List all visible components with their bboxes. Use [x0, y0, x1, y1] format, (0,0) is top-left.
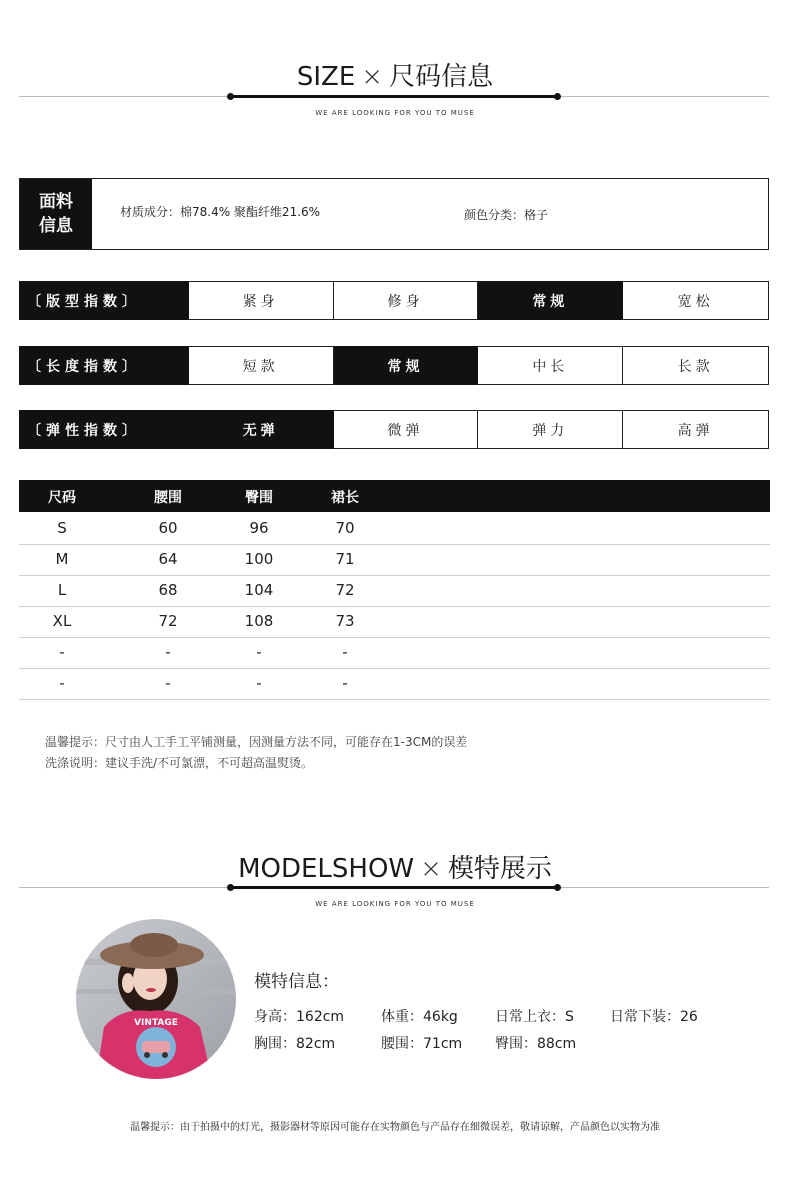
cell-size: S	[57, 519, 67, 537]
divider-dot-left	[227, 884, 234, 891]
elastic-option-high: 高弹	[623, 410, 769, 449]
cell-size: XL	[52, 612, 72, 630]
cell-length: 70	[335, 519, 355, 537]
table-row	[19, 606, 770, 638]
cell-size: -	[59, 643, 65, 661]
color-disclaimer: 温馨提示：由于拍摄中的灯光，摄影器材等原因可能存在实物颜色与产品存在细微误差，敬请谅解，产品颜色以实物为准	[130, 1122, 660, 1133]
cell-waist: 68	[158, 581, 178, 599]
cell-waist: -	[165, 674, 171, 692]
length-index-head: 〔长度指数〕	[19, 346, 189, 385]
model-title-cn: 模特展示	[447, 854, 552, 884]
cell-waist: -	[165, 643, 171, 661]
divider-dot-right	[554, 93, 561, 100]
cell-waist: 64	[158, 550, 178, 568]
model-section-title	[0, 848, 790, 885]
header-length: 裙长	[331, 490, 359, 506]
fabric-info-box	[19, 178, 769, 250]
cell-hip: 96	[249, 519, 269, 537]
fit-index-head: 〔版型指数〕	[19, 281, 189, 320]
model-waist: 腰围：71cm	[381, 1036, 463, 1052]
cell-size: -	[59, 674, 65, 692]
fabric-label-line2: 信息	[39, 216, 73, 236]
cell-size: L	[57, 581, 67, 599]
size-subtitle: WE ARE LOOKING FOR YOU TO MUSE	[315, 109, 475, 117]
model-weight: 体重：46kg	[381, 1009, 458, 1025]
model-bust: 胸围：82cm	[254, 1036, 336, 1052]
title-separator: ×	[361, 62, 384, 92]
cell-hip: 100	[244, 550, 274, 568]
cell-length: 73	[335, 612, 355, 630]
fabric-label-line1: 面料	[39, 192, 73, 212]
length-option-short: 短款	[189, 346, 334, 385]
model-illustration	[76, 919, 236, 1079]
table-row	[19, 513, 770, 545]
model-top-size: 日常上衣：S	[495, 1009, 574, 1025]
model-bottom-size: 日常下装：26	[610, 1009, 698, 1025]
shirt-print-text: VINTAGE	[134, 1018, 178, 1028]
length-option-regular: 常规	[334, 346, 479, 385]
elastic-option-stretch: 弹力	[478, 410, 623, 449]
cell-length: 72	[335, 581, 355, 599]
divider-dot-left	[227, 93, 234, 100]
model-hip: 臀围：88cm	[495, 1036, 577, 1052]
table-row	[19, 668, 770, 700]
size-title-cn: 尺码信息	[389, 62, 494, 92]
table-row	[19, 575, 770, 607]
cell-hip: -	[256, 674, 262, 692]
fabric-material: 材质成分：棉78.4% 聚酯纤维21.6%	[120, 205, 321, 219]
size-table-header	[19, 480, 770, 512]
cell-length: 71	[335, 550, 355, 568]
elastic-index-head: 〔弹性指数〕	[19, 410, 189, 449]
divider-accent	[230, 95, 558, 98]
fit-option-regular: 常规	[478, 281, 623, 320]
table-row	[19, 637, 770, 669]
cell-waist: 72	[158, 612, 178, 630]
size-section-title	[0, 56, 790, 93]
header-hip: 臀围	[245, 490, 273, 506]
header-size: 尺码	[48, 490, 76, 506]
cell-length: -	[342, 643, 348, 661]
model-info-title: 模特信息：	[254, 972, 339, 992]
cell-hip: 108	[244, 612, 274, 630]
length-option-mid: 中长	[478, 346, 623, 385]
fit-option-loose: 宽松	[623, 281, 769, 320]
header-waist: 腰围	[154, 490, 182, 506]
model-height: 身高：162cm	[254, 1009, 345, 1025]
fit-option-slim: 修身	[334, 281, 479, 320]
cell-hip: 104	[244, 581, 274, 599]
model-subtitle: WE ARE LOOKING FOR YOU TO MUSE	[315, 900, 475, 908]
length-option-long: 长款	[623, 346, 769, 385]
measure-tip: 温馨提示：尺寸由人工手工平铺测量，因测量方法不同，可能存在1-3CM的误差	[45, 735, 468, 749]
fit-option-tight: 紧身	[189, 281, 334, 320]
size-title-en: SIZE	[296, 62, 356, 92]
model-title-en: MODELSHOW	[238, 854, 415, 884]
divider-dot-right	[554, 884, 561, 891]
model-photo	[76, 919, 236, 1079]
fabric-label	[20, 179, 92, 249]
elastic-index-row	[19, 410, 769, 449]
divider-accent	[230, 886, 558, 889]
title-separator: ×	[420, 854, 442, 884]
elastic-option-slight: 微弹	[334, 410, 479, 449]
cell-hip: -	[256, 643, 262, 661]
length-index-row	[19, 346, 769, 385]
elastic-option-none: 无弹	[189, 410, 334, 449]
fabric-color: 颜色分类：格子	[464, 208, 549, 222]
cell-length: -	[342, 674, 348, 692]
fit-index-row	[19, 281, 769, 320]
cell-waist: 60	[158, 519, 178, 537]
table-row	[19, 544, 770, 576]
wash-instructions: 洗涤说明：建议手洗/不可氯漂，不可超高温熨烫。	[45, 756, 314, 770]
cell-size: M	[55, 550, 69, 568]
